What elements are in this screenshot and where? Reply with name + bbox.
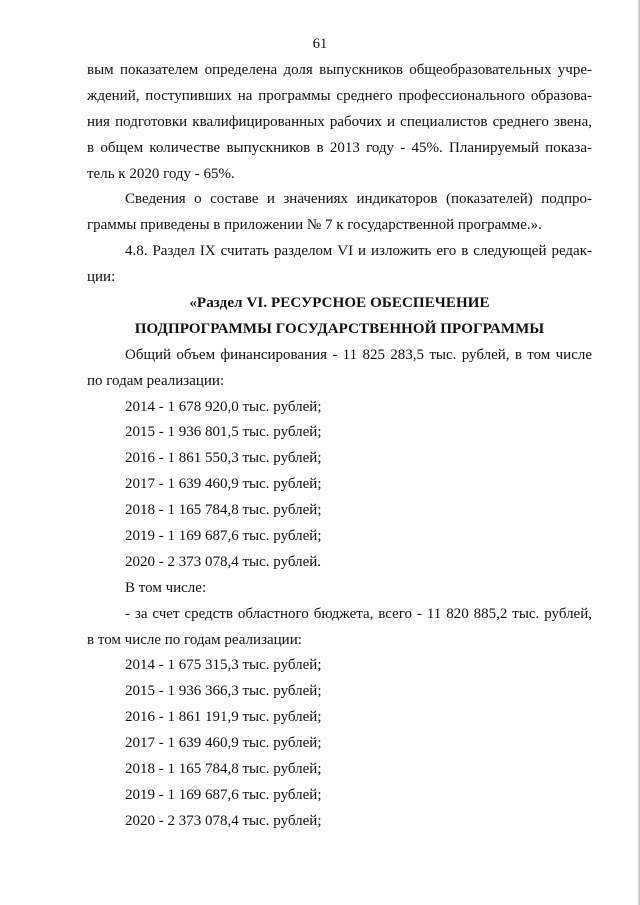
paragraph3-line: ции: <box>87 269 116 286</box>
year-amount: 2014 - 1 678 920,0 тыс. рублей; <box>125 398 322 415</box>
regional-year-amount: 2020 - 2 373 078,4 тыс. рублей; <box>125 812 322 829</box>
regional-budget-line: - за счет средств областного бюджета, всего - 11 820 885,2 тыс. рублей, <box>125 605 592 622</box>
year-amount: 2016 - 1 861 550,3 тыс. рублей; <box>125 450 322 467</box>
paragraph1-line: тель к 2020 году - 65%. <box>87 165 235 182</box>
year-amount: 2019 - 1 169 687,6 тыс. рублей; <box>125 528 322 545</box>
regional-year-amount: 2014 - 1 675 315,3 тыс. рублей; <box>125 657 322 674</box>
paragraph1-line: ждений, поступивших на программы среднего профессионального образова- <box>87 87 592 104</box>
total-financing-line: Общий объем финансирования - 11 825 283,5 тыс. рублей, в том числе <box>125 346 592 363</box>
section-heading: ПОДПРОГРАММЫ ГОСУДАРСТВЕННОЙ ПРОГРАММЫ <box>134 320 545 337</box>
regional-year-amount: 2018 - 1 165 784,8 тыс. рублей; <box>125 761 322 778</box>
body-text <box>87 58 592 835</box>
including-label: В том числе: <box>125 579 207 596</box>
regional-year-amount: 2016 - 1 861 191,9 тыс. рублей; <box>125 709 322 726</box>
page-number: 61 <box>312 36 328 52</box>
section-heading: «Раздел VI. РЕСУРСНОЕ ОБЕСПЕЧЕНИЕ <box>189 295 490 312</box>
total-financing-line: по годам реализации: <box>87 372 225 389</box>
regional-budget-line: в том числе по годам реализации: <box>87 631 302 648</box>
regional-year-amount: 2015 - 1 936 366,3 тыс. рублей; <box>125 683 322 700</box>
year-amount: 2020 - 2 373 078,4 тыс. рублей. <box>125 553 322 570</box>
year-amount: 2015 - 1 936 801,5 тыс. рублей; <box>125 424 322 441</box>
paragraph2-line: граммы приведены в приложении № 7 к государственной программе.». <box>87 217 542 234</box>
paragraph1-line: в общем количестве выпускников в 2013 году - 45%. Планируемый показа- <box>87 139 592 156</box>
year-amount: 2018 - 1 165 784,8 тыс. рублей; <box>125 502 322 519</box>
regional-year-amount: 2017 - 1 639 460,9 тыс. рублей; <box>125 735 322 752</box>
paragraph2-line: Сведения о составе и значениях индикаторов (показателей) подпро- <box>125 191 592 208</box>
paragraph3-line: 4.8. Раздел IX считать разделом VI и изложить его в следующей редак- <box>125 243 592 260</box>
year-amount: 2017 - 1 639 460,9 тыс. рублей; <box>125 476 322 493</box>
paragraph1-line: вым показателем определена доля выпускников общеобразовательных учре- <box>87 62 592 78</box>
paragraph1-line: ния подготовки квалифицированных рабочих и специалистов среднего звена, <box>87 113 592 130</box>
regional-year-amount: 2019 - 1 169 687,6 тыс. рублей; <box>125 786 322 803</box>
